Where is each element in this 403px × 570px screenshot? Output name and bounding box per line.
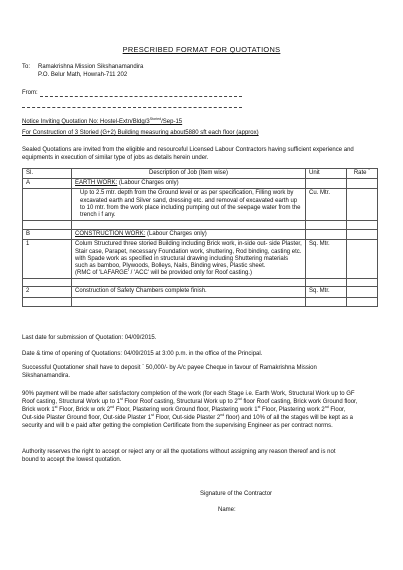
- header-sl: Sl.: [23, 169, 72, 179]
- row-2-number: 2: [23, 287, 72, 297]
- row-1-rate[interactable]: [347, 240, 378, 279]
- header-unit: Unit: [306, 169, 347, 179]
- row-1-cell: [72, 240, 306, 279]
- section-a-heading: [72, 179, 306, 189]
- from-line-2: [22, 107, 242, 108]
- notice-sup: Storied: [149, 117, 162, 121]
- section-a-title: EARTH WORK:: [75, 180, 118, 187]
- notice-tail: /Sep-15: [161, 119, 183, 125]
- table-row: [23, 221, 378, 230]
- row-2-rate[interactable]: [347, 287, 378, 297]
- header-rate: Rate `: [347, 169, 378, 179]
- row-1-number: 1: [23, 240, 72, 279]
- to-prefix: To:: [22, 64, 31, 70]
- notice-line: [22, 118, 182, 126]
- deposit-note: Successful Quotationer shall have to deposit ` 50,000/- by A/c payee Cheque in favour of Ramakrishna Mission Sikshanamandira.: [22, 365, 317, 379]
- from-line: [40, 96, 242, 97]
- earth-work-rate[interactable]: [347, 189, 378, 221]
- table-row: [23, 297, 378, 306]
- page-title: PRESCRIBED FORMAT FOR QUOTATIONS: [122, 45, 281, 54]
- construction-line: For Construction of 3 Storied (G+2) Building measuring about5880 sft each floor (approx): [22, 130, 259, 136]
- section-b-label: B: [23, 230, 72, 240]
- earth-work-unit: Cu. Mtr.: [306, 189, 347, 221]
- row-1-unit: Sq. Mtr.: [306, 240, 347, 279]
- from-label: From:: [22, 90, 38, 96]
- quotation-table: [22, 168, 378, 307]
- payment-terms: 90% payment will be made after satisfactory completion of the work (for each Stage i.e. Earth Work, Structural Work up to GF Roof casting, Structural Work up to 1st Floor Roof casting, Structural Work up to 2nd floor Roof casting, Brick work Ground floor, Brick work 1st Floor, Brick w ork 2nd Floor, Plastering work Ground floor, Plastering work 1st Floor, Plastering work 2nd Floor, Out-side Plaster Ground floor, Out-side Plaster 1st Floor, Out-side Plaster 2nd floor) and 10% of all the stages will be kept as a security and will b e paid after getting the completion Certificate from the supervising Engineer as per contract norms.: [22, 391, 358, 429]
- authority-clause: Authority reserves the right to accept or reject any or all the quotations without assigning any reason thereof and is not bound to accept the lowest quotation.: [22, 449, 336, 463]
- section-b-note: (Labour Charges only): [145, 231, 207, 238]
- opening-date: Date & time of opening of Quotations: 04/09/2015 at 3:00 p.m. in the office of the Principal.: [22, 351, 263, 357]
- row-2-unit: Sq. Mtr.: [306, 287, 347, 297]
- table-row: [23, 287, 378, 297]
- table-header-row: [23, 169, 378, 179]
- recipient-name: Ramakrishna Mission Sikshanamandira: [38, 64, 144, 70]
- last-date: Last date for submission of Quotation: 04/09/2015.: [22, 335, 157, 341]
- table-row: [23, 189, 378, 221]
- header-description: Description of Job (Item wise): [72, 169, 306, 179]
- section-a-label: A: [23, 179, 72, 189]
- section-a-note: (Labour Charges only): [117, 180, 179, 187]
- row-2-description: Construction of Safety Chambers complete finish.: [72, 287, 306, 297]
- table-row: [23, 279, 378, 287]
- table-row: [23, 240, 378, 279]
- table-row: [23, 179, 378, 189]
- recipient-address: P.O. Belur Math, Howrah-711 202: [38, 72, 128, 78]
- signature-label: Signature of the Contractor: [200, 491, 273, 497]
- name-label: Name:: [218, 507, 236, 513]
- table-row: [23, 230, 378, 240]
- notice-main: Notice Inviting Quotation No: Hostel-Extn/Bldg/3: [22, 119, 150, 125]
- sealed-quotation-paragraph: Sealed Quotations are invited from the eligible and resourceful Licensed Labour Contractors having sufficient experience and equipments in execution of similar type of jobs as details herein under.: [22, 147, 354, 161]
- row-1-description: Colum Structured three storied Building including Brick work, in-side out- side Plaster, Stair case, Parapet, necessary Foundation work, shuttering, Rod binding, casting etc. with Spade work as specified in structural drawing including Shuttering materials such as bamboo, Plywoods, Bolleys, Nails, Binding wires, Plastic sheet.: [75, 241, 302, 270]
- row-1-note: (RMC of 'LAFARGE' / 'ACC' will be provided only for Roof casting.): [75, 270, 252, 277]
- section-b-heading: [72, 230, 306, 240]
- earth-work-description: Up to 2.5 mtr. depth from the Ground level or as per specification, Filling work by excavated earth and Silver sand, dressing etc. and removal of excavated earth up to 10 mtr. from the work place including pumping out of the seepage water from the trench i f any.: [72, 189, 306, 221]
- section-b-title: CONSTRUCTION WORK:: [75, 231, 146, 238]
